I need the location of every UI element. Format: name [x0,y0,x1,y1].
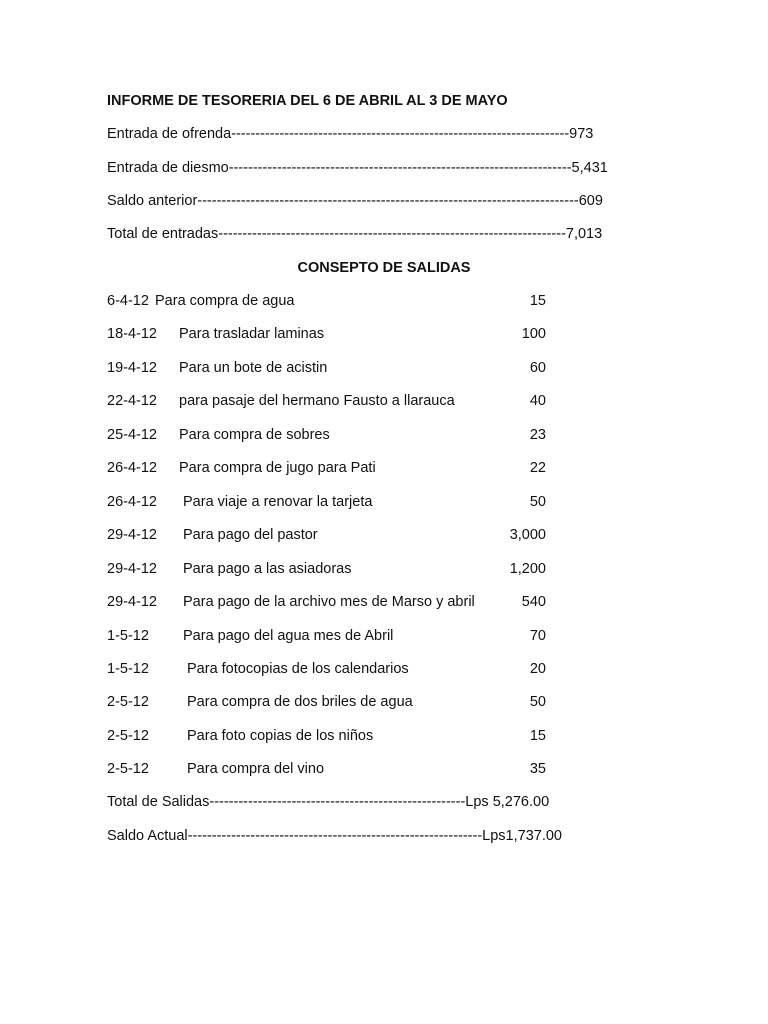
expense-concept: Para pago del agua mes de Abril [183,628,394,644]
expense-amount: 15 [529,728,546,744]
expense-date: 22-4-12 [107,393,157,409]
expense-amount: 50 [529,494,546,510]
expense-concept: Para foto copias de los niños [187,728,374,744]
expense-concept: Para fotocopias de los calendarios [187,661,409,677]
current-balance-line: Saldo Actual-------------------------------------------------------------Lps1,737.00 [107,828,562,844]
expense-date: 18-4-12 [107,326,157,342]
expense-concept: Para compra de dos briles de agua [187,694,413,710]
expense-date: 6-4-12 [107,293,149,309]
expense-amount: 3,000 [509,527,546,543]
expense-date: 25-4-12 [107,427,157,443]
expense-date: 1-5-12 [107,661,149,677]
expense-concept: Para compra de jugo para Pati [179,460,376,476]
expense-amount: 70 [529,628,546,644]
income-line-offering: Entrada de ofrenda----------------------------------------------------------------------973 [107,126,594,142]
expense-date: 2-5-12 [107,761,149,777]
expense-concept: Para un bote de acistin [179,360,328,376]
total-expenses-line: Total de Salidas-----------------------------------------------------Lps 5,276.00 [107,794,550,810]
expense-concept: Para pago del pastor [183,527,318,543]
expense-concept: Para compra de sobres [179,427,330,443]
expense-date: 29-4-12 [107,594,157,610]
expense-amount: 100 [521,326,546,342]
expense-concept: Para trasladar laminas [179,326,325,342]
income-line-total: Total de entradas------------------------------------------------------------------------7,013 [107,226,603,242]
expense-amount: 22 [529,460,546,476]
expense-date: 2-5-12 [107,694,149,710]
expense-amount: 20 [529,661,546,677]
expense-concept: Para compra de agua [155,293,295,309]
expense-amount: 50 [529,694,546,710]
expense-date: 26-4-12 [107,460,157,476]
expense-amount: 35 [529,761,546,777]
expense-concept: Para compra del vino [187,761,325,777]
expense-concept: Para pago a las asiadoras [183,561,352,577]
expense-amount: 1,200 [509,561,546,577]
expense-date: 2-5-12 [107,728,149,744]
income-line-previous-balance: Saldo anterior-------------------------------------------------------------------------------609 [107,193,603,209]
expense-amount: 15 [529,293,546,309]
expense-date: 29-4-12 [107,561,157,577]
expense-amount: 540 [521,594,546,610]
expense-concept: Para viaje a renovar la tarjeta [183,494,373,510]
expense-concept: Para pago de la archivo mes de Marso y abril [183,594,475,610]
expense-date: 26-4-12 [107,494,157,510]
expenses-heading: CONSEPTO DE SALIDAS [297,260,471,276]
expense-amount: 40 [529,393,546,409]
expense-amount: 23 [529,427,546,443]
expense-concept: para pasaje del hermano Fausto a llarauca [179,393,455,409]
expense-date: 1-5-12 [107,628,149,644]
report-title: INFORME DE TESORERIA DEL 6 DE ABRIL AL 3 DE MAYO [107,93,508,109]
expense-date: 19-4-12 [107,360,157,376]
expense-date: 29-4-12 [107,527,157,543]
income-line-tithe: Entrada de diesmo-----------------------------------------------------------------------5,431 [107,160,608,176]
expense-amount: 60 [529,360,546,376]
